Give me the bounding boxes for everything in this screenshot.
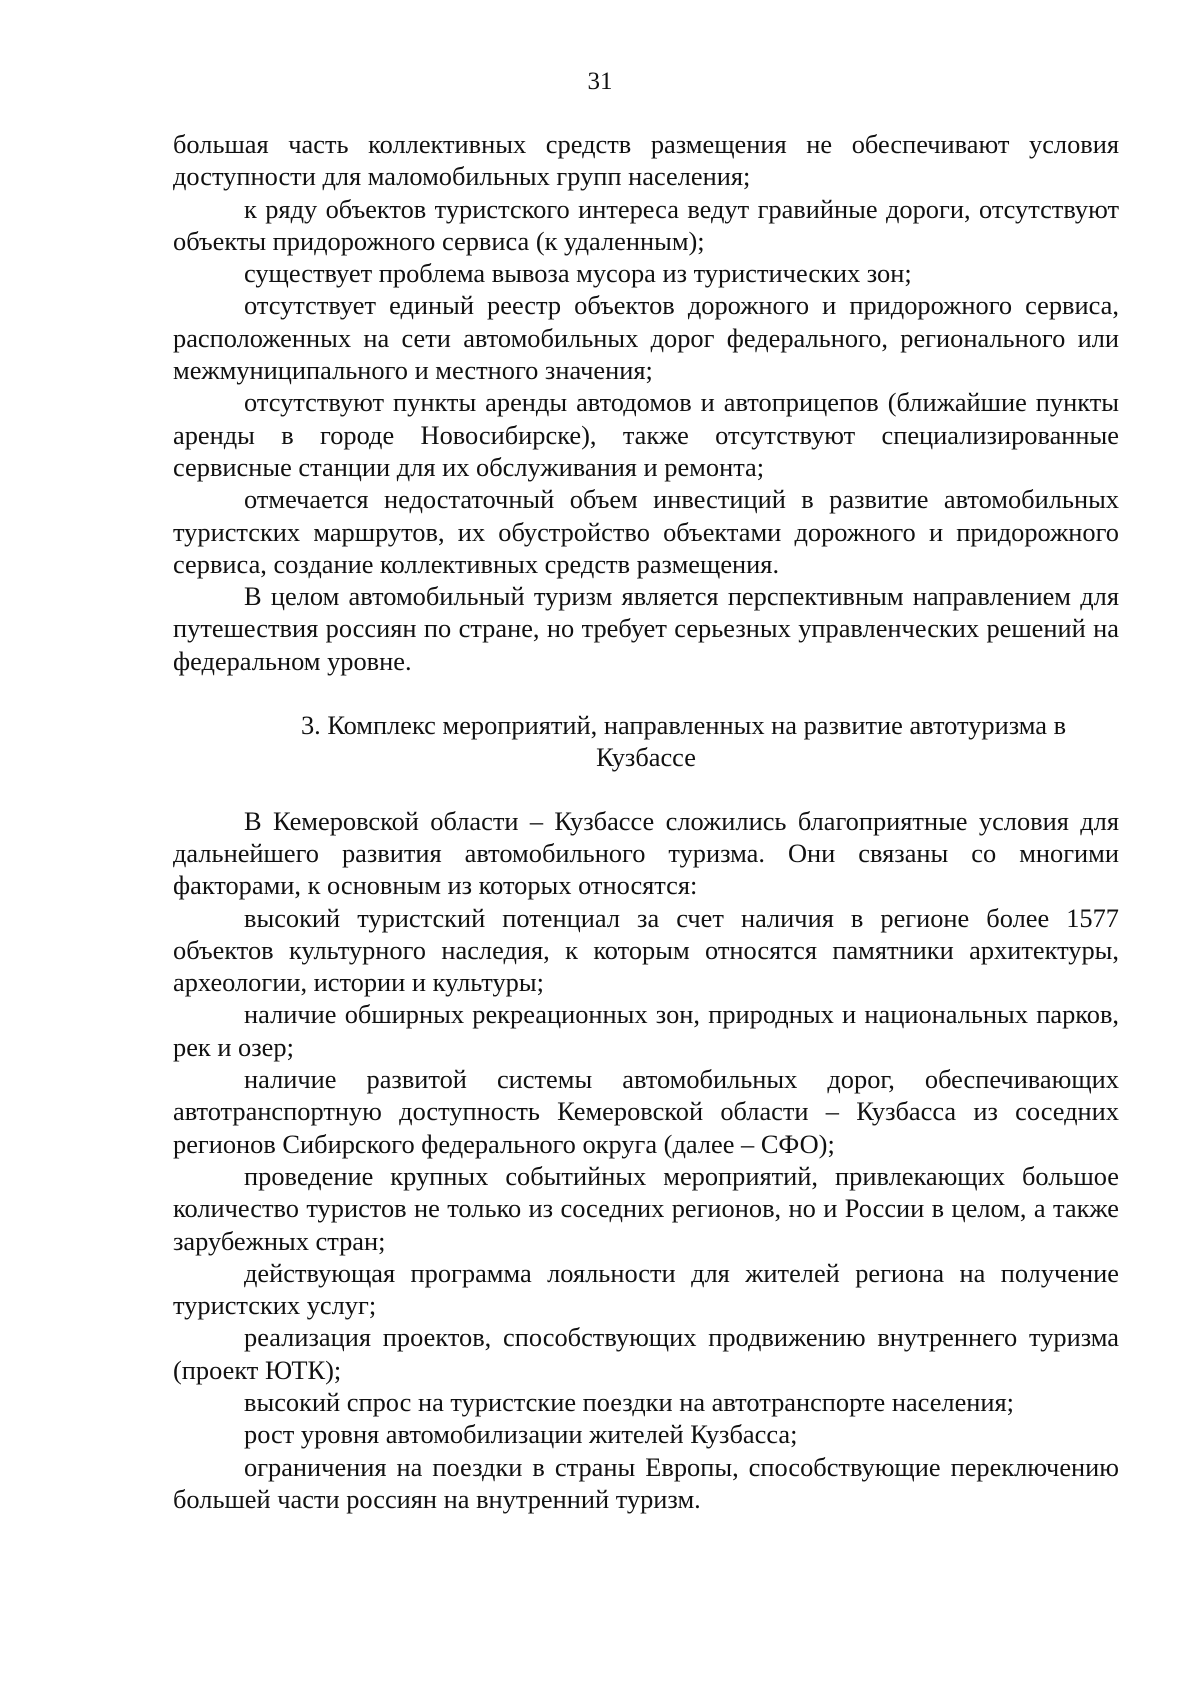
page-number: 31 (587, 68, 613, 95)
paragraph-favorable-conditions: В Кемеровской области – Кузбассе сложились благоприятные условия для дальнейшего развития автомобильного туризма. Они связаны со многими факторами, к основным из которых относятся: (173, 805, 1119, 901)
paragraph-conclusion: В целом автомобильный туризм является перспективным направлением для путешествия россиян по стране, но требует серьезных управленческих решений на федеральном уровне. (173, 581, 1119, 676)
paragraph-road-system: наличие развитой системы автомобильных дорог, обеспечивающих автотранспортную доступность Кемеровской области – Кузбасса из соседних регионов Сибирского федерального округа (далее – СФО); (173, 1064, 1119, 1159)
paragraph-accessibility: большая часть коллективных средств размещения не обеспечивают условия доступности для маломобильных групп населения; (173, 129, 1119, 192)
paragraph-cultural-heritage: высокий туристский потенциал за счет наличия в регионе более 1577 объектов культурного наследия, к которым относятся памятники архитектуры, археологии, истории и культуры; (173, 902, 1119, 998)
paragraph-road-registry: отсутствует единый реестр объектов дорожного и придорожного сервиса, расположенных на сети автомобильных дорог федерального, регионального или межмуниципального и местного значения; (173, 290, 1119, 386)
paragraph-motorization: рост уровня автомобилизации жителей Кузбасса; (244, 1419, 798, 1450)
document-body (173, 128, 1119, 1515)
section-heading-line-2: Кузбассе (596, 742, 696, 773)
paragraph-motorhome-rental: отсутствуют пункты аренды автодомов и автоприцепов (ближайшие пункты аренды в городе Новосибирске), также отсутствуют специализированные сервисные станции для их обслуживания и ремонта; (173, 387, 1119, 482)
section-heading (173, 709, 1119, 774)
paragraph-demand: высокий спрос на туристские поездки на автотранспорте населения; (244, 1386, 1015, 1417)
paragraph-loyalty-program: действующая программа лояльности для жителей региона на получение туристских услуг; (173, 1257, 1119, 1321)
paragraph-gravel-roads: к ряду объектов туристского интереса ведут гравийные дороги, отсутствуют объекты придорожного сервиса (к удаленным); (173, 193, 1119, 256)
paragraph-events: проведение крупных событийных мероприятий, привлекающих большое количество туристов не только из соседних регионов, но и России в целом, а также зарубежных стран; (173, 1160, 1119, 1256)
paragraph-travel-restrictions: ограничения на поездки в страны Европы, способствующие переключению большей части россиян на внутренний туризм. (173, 1451, 1119, 1514)
paragraph-investment: отмечается недостаточный объем инвестиций в развитие автомобильных туристских маршрутов, их обустройство объектами дорожного и придорожного сервиса, создание коллективных средств размещения. (173, 484, 1119, 579)
paragraph-waste-removal: существует проблема вывоза мусора из туристических зон; (244, 258, 912, 289)
paragraph-projects: реализация проектов, способствующих продвижению внутреннего туризма (проект ЮТК); (173, 1322, 1119, 1385)
paragraph-recreation-zones: наличие обширных рекреационных зон, природных и национальных парков, рек и озер; (173, 999, 1119, 1062)
section-heading-line-1: 3. Комплекс мероприятий, направленных на развитие автотуризма в (300, 710, 1067, 741)
